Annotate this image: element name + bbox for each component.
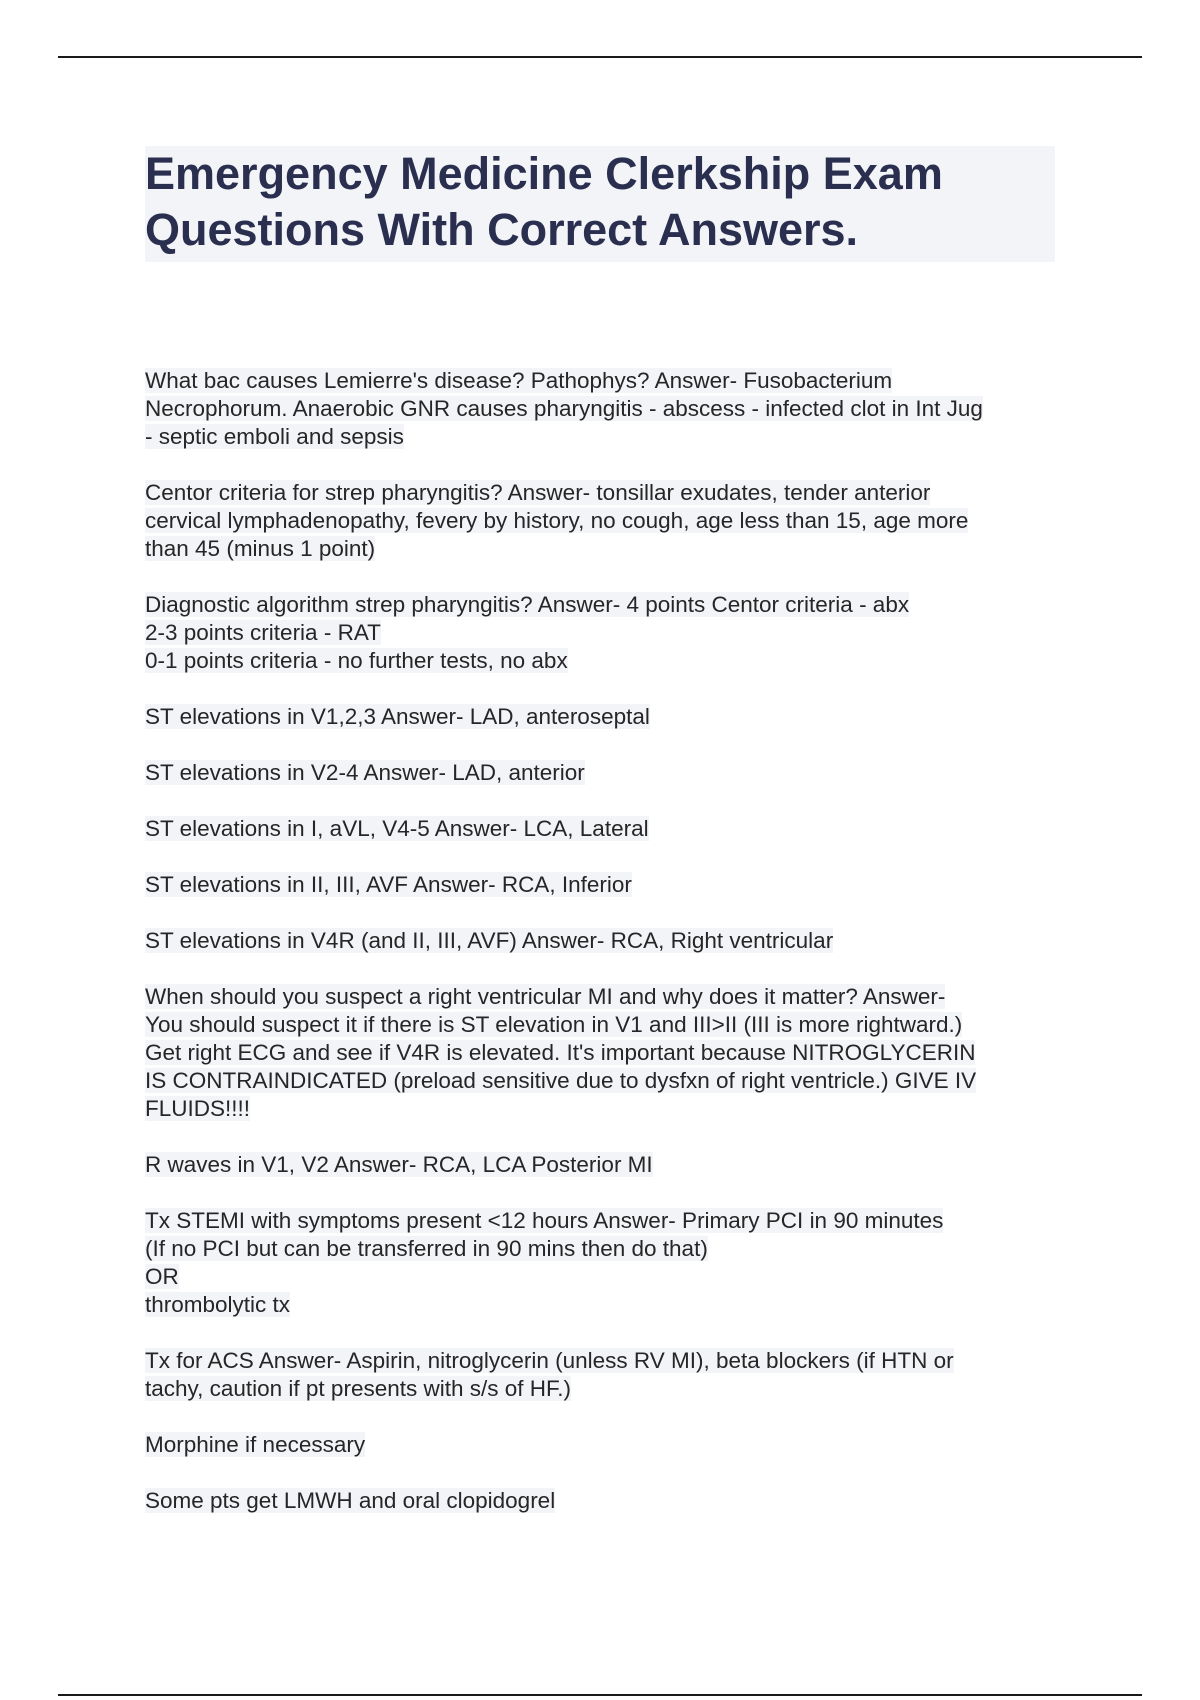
qa-line bbox=[145, 1347, 1055, 1375]
qa-line bbox=[145, 1431, 1055, 1459]
qa-line-text: tachy, caution if pt presents with s/s of HF.) bbox=[145, 1376, 572, 1401]
qa-line-text: (If no PCI but can be transferred in 90 mins then do that) bbox=[145, 1236, 708, 1261]
qa-entry bbox=[145, 1151, 1055, 1179]
qa-line-text: cervical lymphadenopathy, fevery by history, no cough, age less than 15, age more bbox=[145, 508, 969, 533]
qa-line-text: Tx STEMI with symptoms present <12 hours Answer- Primary PCI in 90 minutes bbox=[145, 1208, 944, 1233]
qa-line-text: ST elevations in V2-4 Answer- LAD, anterior bbox=[145, 760, 585, 785]
qa-line-text: ST elevations in V1,2,3 Answer- LAD, anteroseptal bbox=[145, 704, 650, 729]
qa-entry bbox=[145, 759, 1055, 787]
qa-line bbox=[145, 871, 1055, 899]
qa-line-text: 0-1 points criteria - no further tests, no abx bbox=[145, 648, 568, 673]
document-title bbox=[145, 146, 1055, 262]
qa-line bbox=[145, 1151, 1055, 1179]
qa-line bbox=[145, 1235, 1055, 1263]
qa-line-text: Necrophorum. Anaerobic GNR causes pharyngitis - abscess - infected clot in Int Jug bbox=[145, 396, 983, 421]
qa-entry bbox=[145, 479, 1055, 563]
qa-entry bbox=[145, 1487, 1055, 1515]
qa-line-text: ST elevations in V4R (and II, III, AVF) Answer- RCA, Right ventricular bbox=[145, 928, 834, 953]
qa-line-text: Morphine if necessary bbox=[145, 1432, 366, 1457]
qa-line-text: R waves in V1, V2 Answer- RCA, LCA Posterior MI bbox=[145, 1152, 653, 1177]
qa-line bbox=[145, 1011, 1055, 1039]
qa-line-text: - septic emboli and sepsis bbox=[145, 424, 404, 449]
qa-line bbox=[145, 507, 1055, 535]
qa-line bbox=[145, 1039, 1055, 1067]
title-line-2: Questions With Correct Answers. bbox=[145, 204, 859, 255]
qa-line-text: What bac causes Lemierre's disease? Pathophys? Answer- Fusobacterium bbox=[145, 368, 893, 393]
qa-line bbox=[145, 703, 1055, 731]
qa-list bbox=[145, 367, 1055, 1543]
qa-line-text: Get right ECG and see if V4R is elevated. It's important because NITROGLYCERIN bbox=[145, 1040, 976, 1065]
qa-line bbox=[145, 983, 1055, 1011]
qa-line bbox=[145, 619, 1055, 647]
qa-line-text: OR bbox=[145, 1264, 179, 1289]
title-line-1: Emergency Medicine Clerkship Exam bbox=[145, 148, 943, 199]
qa-entry bbox=[145, 367, 1055, 451]
qa-line bbox=[145, 1263, 1055, 1291]
qa-line bbox=[145, 535, 1055, 563]
qa-line bbox=[145, 395, 1055, 423]
qa-line-text: IS CONTRAINDICATED (preload sensitive due to dysfxn of right ventricle.) GIVE IV bbox=[145, 1068, 977, 1093]
qa-entry bbox=[145, 1347, 1055, 1403]
qa-line bbox=[145, 1375, 1055, 1403]
qa-line-text: Tx for ACS Answer- Aspirin, nitroglycerin (unless RV MI), beta blockers (if HTN or bbox=[145, 1348, 954, 1373]
qa-entry bbox=[145, 983, 1055, 1123]
qa-line-text: You should suspect it if there is ST elevation in V1 and III>II (III is more rightward.) bbox=[145, 1012, 963, 1037]
qa-line bbox=[145, 1095, 1055, 1123]
qa-line bbox=[145, 759, 1055, 787]
qa-line-text: Centor criteria for strep pharyngitis? Answer- tonsillar exudates, tender anterior bbox=[145, 480, 931, 505]
qa-line-text: ST elevations in II, III, AVF Answer- RCA, Inferior bbox=[145, 872, 632, 897]
qa-line-text: FLUIDS!!!! bbox=[145, 1096, 251, 1121]
qa-entry bbox=[145, 703, 1055, 731]
qa-line bbox=[145, 367, 1055, 395]
qa-line-text: thrombolytic tx bbox=[145, 1292, 291, 1317]
qa-entry bbox=[145, 815, 1055, 843]
qa-line-text: When should you suspect a right ventricular MI and why does it matter? Answer- bbox=[145, 984, 946, 1009]
qa-line-text: Some pts get LMWH and oral clopidogrel bbox=[145, 1488, 556, 1513]
qa-entry bbox=[145, 591, 1055, 675]
qa-line bbox=[145, 591, 1055, 619]
qa-line-text: 2-3 points criteria - RAT bbox=[145, 620, 381, 645]
top-rule bbox=[58, 56, 1142, 58]
bottom-rule bbox=[58, 1694, 1142, 1696]
qa-line bbox=[145, 1291, 1055, 1319]
qa-line-text: than 45 (minus 1 point) bbox=[145, 536, 376, 561]
qa-entry bbox=[145, 927, 1055, 955]
qa-line bbox=[145, 647, 1055, 675]
qa-line-text: Diagnostic algorithm strep pharyngitis? Answer- 4 points Centor criteria - abx bbox=[145, 592, 910, 617]
qa-entry bbox=[145, 1431, 1055, 1459]
qa-line-text: ST elevations in I, aVL, V4-5 Answer- LCA, Lateral bbox=[145, 816, 649, 841]
qa-line bbox=[145, 815, 1055, 843]
qa-line bbox=[145, 1067, 1055, 1095]
qa-entry bbox=[145, 871, 1055, 899]
qa-line bbox=[145, 479, 1055, 507]
qa-line bbox=[145, 927, 1055, 955]
qa-line bbox=[145, 1487, 1055, 1515]
qa-line bbox=[145, 423, 1055, 451]
qa-entry bbox=[145, 1207, 1055, 1319]
qa-line bbox=[145, 1207, 1055, 1235]
